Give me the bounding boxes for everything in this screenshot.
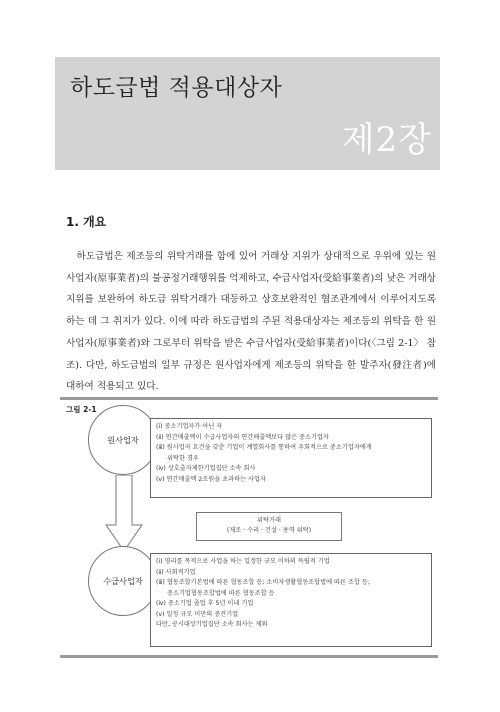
figure-label: 그림 2-1 <box>66 405 97 414</box>
giver-condition: 위탁한 경우 <box>167 454 199 462</box>
body-text <box>66 246 436 398</box>
receiver-condition: 다만, 공시대상기업집단 소속 회사는 제외 <box>156 621 268 628</box>
giver-condition: (ⅱ) 연간매출액이 수급사업자의 연간매출액보다 많은 중소기업자 <box>156 433 329 441</box>
receiver-condition: (ⅰ) 영리를 목적으로 사업을 하는 일정한 규모 이하의 독립적 기업 <box>156 558 330 565</box>
transaction-box <box>196 512 342 541</box>
receiver-condition: (ⅲ) 협동조합기본법에 따른 협동조합 등; 소비자생활협동조합법에 따른 조합 등; <box>156 579 370 586</box>
giver-circle <box>88 405 158 475</box>
figure-bottom-rule <box>60 655 438 658</box>
transaction-title: 위탁거래 <box>257 517 281 524</box>
receiver-condition: (ⅱ) 사회적기업 <box>156 568 196 576</box>
giver-condition: (ⅴ) 연간매출액 2조원을 초과하는 사업자 <box>156 475 266 483</box>
giver-condition: (ⅳ) 상호출자제한기업집단 소속 회사 <box>156 465 256 472</box>
down-arrow-icon <box>104 475 144 555</box>
giver-label: 원사업자 <box>107 434 139 445</box>
receiver-condition: (ⅴ) 일정 규모 미만의 중견기업 <box>156 610 239 618</box>
section-heading: 1. 개요 <box>66 215 107 229</box>
figure-top-rule <box>60 397 438 400</box>
chapter-number: 제2장 <box>341 120 432 160</box>
receiver-condition: 중소기업협동조합법에 따른 협동조합 등 <box>167 589 275 597</box>
body-paragraph: 하도급법은 제조등의 위탁거래를 함에 있어 거래상 지위가 상대적으로 우위에 있는 원사업자(原事業者)의 불공정거래행위를 억제하고, 수급사업자(受給事業者)의 낮은 거래상 지위를 보완하여 하도급 위탁거래가 대등하고 상호보완적인 협조관계에서 이루어지도록 하는 데 그 취지가 있다. 이에 따라 하도급법의 주된 적용대상자는 제조등의 위탁을 한 원사업자(原事業者)와 그로부터 위탁을 받은 수급사업자(受給事業者)이다(〈그림 2-1〉 참조). 다만, 하도급법의 일부 규정은 원사업자에게 제조등의 위탁을 한 발주자(發注者)에 대하여 적용되고 있다. <box>66 251 436 393</box>
receiver-circle <box>88 546 158 616</box>
giver-conditions-box <box>150 418 432 498</box>
transaction-detail: (제조 · 수리 · 건설 · 용역 위탁) <box>226 527 312 534</box>
giver-condition: (ⅰ) 중소기업자가 아닌 자 <box>156 423 223 430</box>
receiver-conditions-box <box>150 553 432 647</box>
chapter-title: 하도급법 적용대상자 <box>70 75 283 101</box>
giver-condition: (ⅲ) 원사업자 요건을 갖춘 기업이 계열회사를 통하여 우회적으로 중소기업자에게 <box>156 444 372 451</box>
receiver-condition: (ⅳ) 중소기업 졸업 후 5년 이내 기업 <box>156 600 254 607</box>
receiver-label: 수급사업자 <box>103 575 143 586</box>
